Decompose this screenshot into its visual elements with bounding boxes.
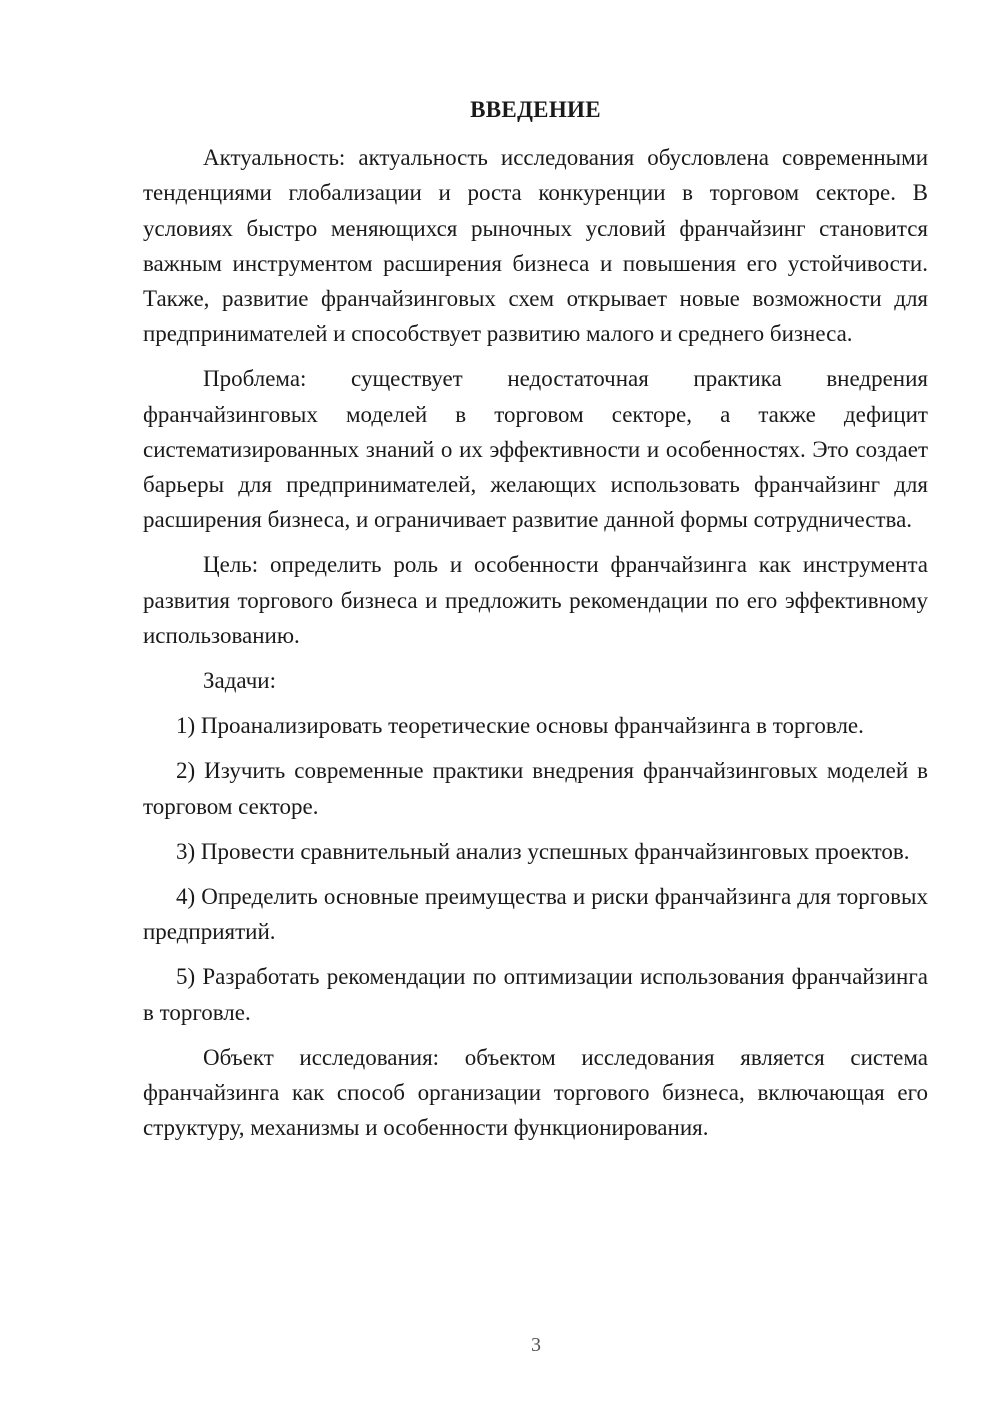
section-heading: ВВЕДЕНИЕ	[470, 97, 601, 122]
tasks-list	[143, 708, 928, 1030]
page-number: 3	[531, 1334, 541, 1356]
goal-paragraph: Цель: определить роль и особенности франчайзинга как инструмента развития торгового бизнеса и предложить рекомендации по его эффективному использованию.	[143, 552, 928, 648]
task-item: 3) Провести сравнительный анализ успешных франчайзинговых проектов.	[176, 838, 910, 864]
relevance-paragraph: Актуальность: актуальность исследования обусловлена современными тенденциями глобализации и роста конкуренции в торговом секторе. В условиях быстро меняющихся рыночных условий франчайзинг становится важным инструментом расширения бизнеса и повышения его устойчивости. Также, развитие франчайзинговых схем открывает новые возможности для предпринимателей и способствует развитию малого и среднего бизнеса.	[143, 145, 928, 347]
task-item: 4) Определить основные преимущества и риски франчайзинга для торговых предприятий.	[143, 884, 928, 945]
task-item: 2) Изучить современные практики внедрения франчайзинговых моделей в торговом секторе.	[143, 758, 928, 819]
object-paragraph: Объект исследования: объектом исследования является система франчайзинга как способ организации торгового бизнеса, включающая его структуру, механизмы и особенности функционирования.	[143, 1044, 928, 1141]
document-body	[143, 92, 928, 1155]
tasks-label: Задачи:	[203, 668, 276, 694]
task-item: 5) Разработать рекомендации по оптимизации использования франчайзинга в торговле.	[143, 964, 928, 1025]
task-item: 1) Проанализировать теоретические основы франчайзинга в торговле.	[176, 713, 864, 739]
problem-paragraph: Проблема: существует недостаточная практика внедрения франчайзинговых моделей в торговом секторе, а также дефицит систематизированных знаний о их эффективности и особенностях. Это создает барьеры для предпринимателей, желающих использовать франчайзинг для расширения бизнеса, и ограничивает развитие данной формы сотрудничества.	[143, 366, 928, 533]
